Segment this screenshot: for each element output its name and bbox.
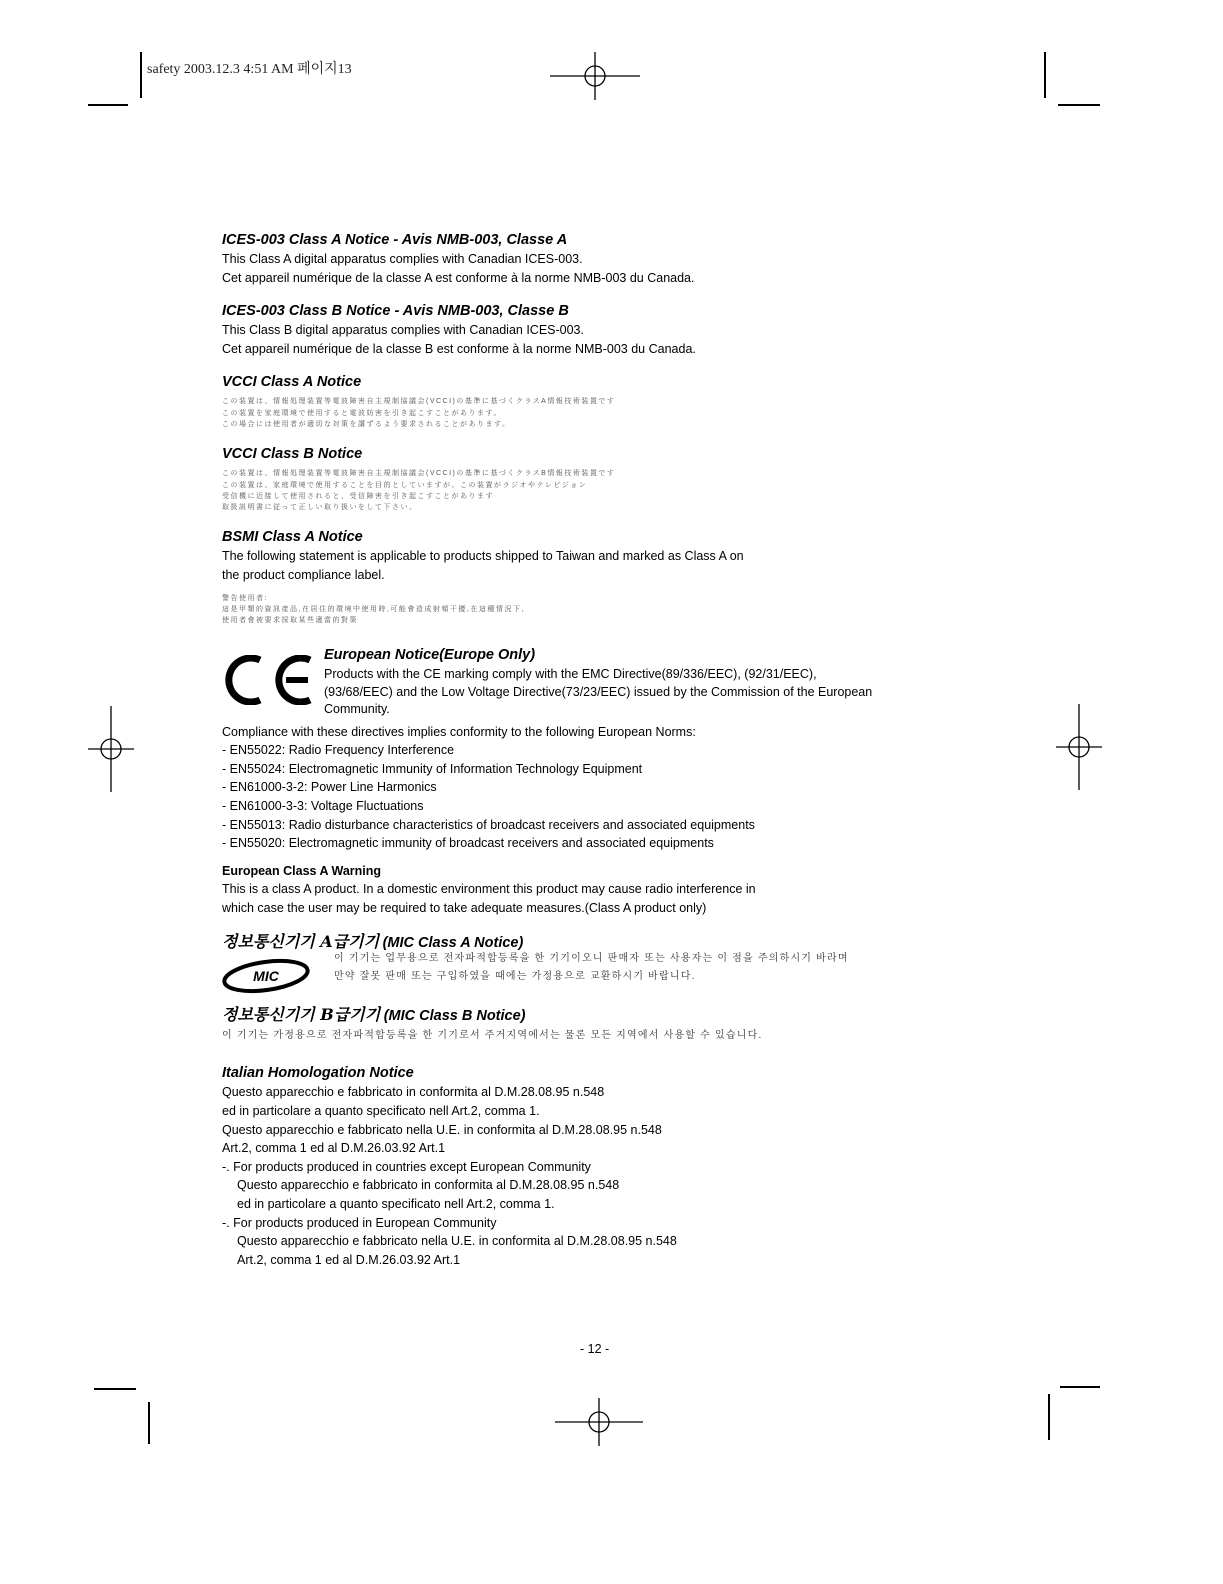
section-ices-a bbox=[222, 230, 982, 287]
cjk-line: この場合には使用者が適切な対策を講ずるよう要求されることがあります。 bbox=[222, 420, 511, 428]
cjk-line: この装置を家庭環境で使用すると電波妨害を引き起こすことがあります。 bbox=[222, 409, 502, 417]
section-title: (MIC Class A Notice) bbox=[382, 935, 524, 952]
section-vcci-a bbox=[222, 372, 982, 430]
section-title-korean: 정보통신기기 B급기기 bbox=[222, 1005, 381, 1025]
registration-mark-icon bbox=[1056, 704, 1102, 790]
crop-mark bbox=[94, 1388, 136, 1390]
cjk-line: この装置は、家庭環境で使用することを目的としていますが、この装置がラジオやテレビジョン bbox=[222, 481, 588, 489]
korean-line: 만약 잘못 판매 또는 구입하였을 때에는 가정용으로 교환하시기 바랍니다. bbox=[334, 971, 696, 983]
section-title-korean: 정보통신기기 A급기기 bbox=[222, 932, 380, 952]
text-line: Questo apparecchio e fabbricato nella U.E. in conformita al D.M.28.08.95 n.548 bbox=[237, 1234, 677, 1249]
section-mic-b bbox=[222, 1004, 982, 1045]
text-line: Products with the CE marking comply with the EMC Directive(89/336/EEC), (92/31/EEC), bbox=[324, 666, 817, 681]
korean-line: 이 기기는 가정용으로 전자파적합등록을 한 기기로서 주거지역에서는 물론 모든 지역에서 사용할 수 있습니다. bbox=[222, 1030, 763, 1042]
text-line: Art.2, comma 1 ed al D.M.26.03.92 Art.1 bbox=[222, 1141, 446, 1156]
text-line: which case the user may be required to take adequate measures.(Class A product only) bbox=[222, 900, 707, 915]
section-mic-a bbox=[222, 931, 982, 998]
cjk-line: 警告使用者: bbox=[222, 594, 268, 602]
norm-item: - EN55013: Radio disturbance characteristics of broadcast receivers and associated equipments bbox=[222, 817, 755, 832]
text-line: ed in particolare a quanto specificato nell Art.2, comma 1. bbox=[222, 1104, 540, 1119]
text-line: This Class A digital apparatus complies with Canadian ICES-003. bbox=[222, 252, 583, 266]
text-line: Cet appareil numérique de la classe A est conforme à la norme NMB-003 du Canada. bbox=[222, 270, 695, 285]
text-line: the product compliance label. bbox=[222, 568, 385, 583]
section-title: VCCI Class B Notice bbox=[222, 446, 363, 463]
crop-mark bbox=[1060, 1386, 1100, 1388]
cjk-line: この装置は、情報処理装置等電波障害自主規制協議会(VCCI)の基準に基づくクラスB情報技術装置です bbox=[222, 470, 616, 478]
section-italian bbox=[222, 1063, 982, 1269]
document-body bbox=[222, 230, 982, 1269]
norm-item: - EN55024: Electromagnetic Immunity of Information Technology Equipment bbox=[222, 761, 643, 776]
text-line: Cet appareil numérique de la classe B est conforme à la norme NMB-003 du Canada. bbox=[222, 341, 696, 356]
section-vcci-b bbox=[222, 444, 982, 513]
cjk-line: この装置は、情報処理装置等電波障害自主規制協議会(VCCI)の基準に基づくクラスA情報技術装置です bbox=[222, 398, 616, 406]
registration-mark-icon bbox=[88, 706, 134, 792]
text-line: ed in particolare a quanto specificato nell Art.2, comma 1. bbox=[237, 1197, 555, 1212]
text-line: Questo apparecchio e fabbricato in conformita al D.M.28.08.95 n.548 bbox=[222, 1085, 605, 1100]
bullet-item: -. For products produced in European Community bbox=[222, 1215, 497, 1230]
crop-mark bbox=[1048, 1394, 1050, 1440]
norm-item: - EN61000-3-3: Voltage Fluctuations bbox=[222, 798, 424, 813]
section-title: VCCI Class A Notice bbox=[222, 374, 362, 391]
section-bsmi bbox=[222, 527, 982, 626]
cjk-line: 這是甲類的資訊產品,在居住的環境中使用時,可能會造成射頻干擾,在這種情況下, bbox=[222, 605, 525, 613]
korean-line: 이 기기는 업무용으로 전자파적합등록을 한 기기이오니 판매자 또는 사용자는 이 점을 주의하시기 바라며 bbox=[334, 953, 849, 965]
section-title: ICES-003 Class B Notice - Avis NMB-003, Classe B bbox=[222, 303, 569, 320]
text-line: This Class B digital apparatus complies with Canadian ICES-003. bbox=[222, 323, 584, 338]
mic-logo-icon bbox=[222, 954, 314, 996]
norm-item: - EN55020: Electromagnetic immunity of broadcast receivers and associated equipments bbox=[222, 836, 714, 851]
crop-mark bbox=[1058, 104, 1100, 106]
norm-item: - EN61000-3-2: Power Line Harmonics bbox=[222, 780, 437, 795]
text-line: Art.2, comma 1 ed al D.M.26.03.92 Art.1 bbox=[237, 1252, 461, 1267]
crop-mark bbox=[88, 104, 128, 106]
text-line: Community. bbox=[324, 701, 390, 716]
cjk-line: 受信機に近接して使用されると、受信障害を引き起こすことがあります bbox=[222, 492, 494, 500]
page-number: - 12 - bbox=[580, 1342, 610, 1356]
cjk-line: 取扱説明書に従って正しい取り扱いをして下さい。 bbox=[222, 504, 418, 512]
section-ices-b bbox=[222, 301, 982, 358]
registration-mark-icon bbox=[555, 1398, 643, 1446]
warning-title: European Class A Warning bbox=[222, 863, 382, 878]
text-line: This is a class A product. In a domestic environment this product may cause radio interference in bbox=[222, 882, 756, 897]
print-stamp: safety 2003.12.3 4:51 AM 페이지13 bbox=[147, 62, 352, 77]
text-line: Questo apparecchio e fabbricato nella U.E. in conformita al D.M.28.08.95 n.548 bbox=[222, 1122, 662, 1137]
mic-logo-text: MIC bbox=[253, 968, 279, 985]
norm-item: - EN55022: Radio Frequency Interference bbox=[222, 743, 455, 758]
section-title: (MIC Class B Notice) bbox=[383, 1008, 526, 1025]
registration-mark-icon bbox=[550, 52, 640, 100]
section-european bbox=[222, 645, 982, 918]
ce-mark-icon bbox=[222, 655, 317, 705]
cjk-line: 使用者會被要求採取某些適當的對策 bbox=[222, 617, 358, 625]
section-title: European Notice(Europe Only) bbox=[324, 646, 536, 663]
text-line: (93/68/EEC) and the Low Voltage Directive(73/23/EEC) issued by the Commission of the European bbox=[324, 685, 873, 700]
text-line: The following statement is applicable to products shipped to Taiwan and marked as Class A on bbox=[222, 549, 744, 564]
section-title: ICES-003 Class A Notice - Avis NMB-003, Classe A bbox=[222, 232, 568, 248]
bullet-item: -. For products produced in countries except European Community bbox=[222, 1159, 591, 1174]
section-title: BSMI Class A Notice bbox=[222, 529, 363, 546]
section-title: Italian Homologation Notice bbox=[222, 1065, 414, 1082]
crop-mark bbox=[1044, 52, 1046, 98]
crop-mark bbox=[148, 1402, 150, 1444]
crop-mark bbox=[140, 52, 142, 98]
text-line: Compliance with these directives implies conformity to the following European Norms: bbox=[222, 724, 696, 739]
text-line: Questo apparecchio e fabbricato in conformita al D.M.28.08.95 n.548 bbox=[237, 1178, 620, 1193]
